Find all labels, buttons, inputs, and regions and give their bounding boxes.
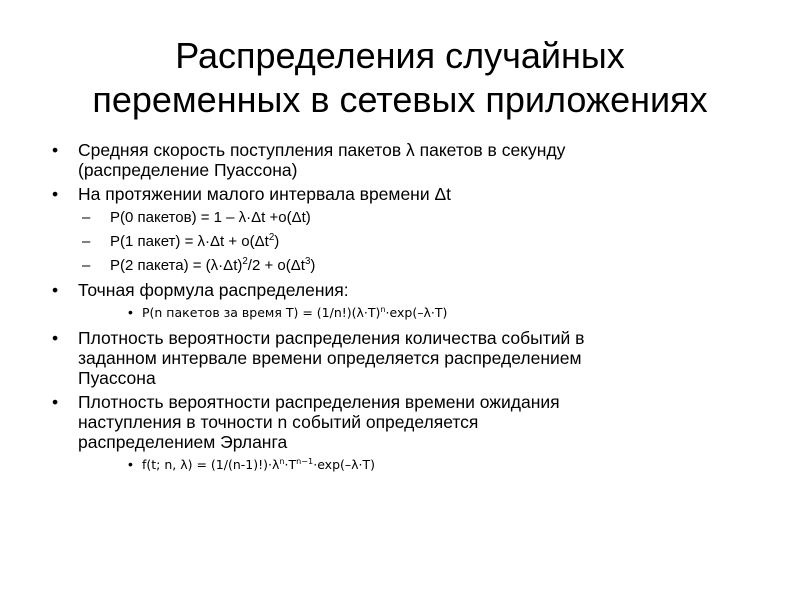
bullet-text-line: наступления в точности n событий определяется [78,412,479,432]
bullet-text-line: Плотность вероятности распределения количества событий в [78,328,585,348]
dash-marker: – [82,233,91,250]
slide-title [20,34,780,122]
bullet-text-line: распределением Эрланга [78,432,288,452]
bullet-marker: • [52,328,59,348]
dash-marker: – [82,257,91,274]
bullet-text-line: Средняя скорость поступления пакетов λ пакетов в секунду [78,140,566,160]
formula-erlang-exponent: n−1 [296,455,314,466]
dash-marker: – [82,209,91,226]
bullet-marker: • [52,392,59,412]
bullet-marker: • [52,184,59,204]
formula-p1-close: ) [274,233,280,250]
bullet-small-interval [48,184,748,204]
formula-poisson-tail: ·exp(–λ·T) [385,305,448,320]
formula-erlang-middle: ·T [284,457,297,472]
formula-p2-text: P(2 пакета) = (λ·Δt) [110,257,243,274]
formula-p2-exponent: 3 [304,256,311,267]
bullet-marker: • [52,140,59,160]
sub-item-p2 [48,256,748,276]
formula-erlang-exponent: n [279,455,285,466]
formula-poisson-exponent: n [380,303,386,314]
title-line-2: переменных в сетевых приложениях [92,79,708,120]
formula-p1-text: P(1 пакет) = λ·Δt + o(Δt [110,233,269,250]
bullet-exact-formula [48,280,748,300]
formula-poisson-text: P(n пакетов за время T) = (1/n!)(λ·T) [142,305,381,320]
formula-erlang-tail: ·exp(–λ·T) [313,457,376,472]
formula-p0: P(0 пакетов) = 1 – λ·Δt +o(Δt) [110,209,311,226]
bullet-marker: • [52,280,59,300]
dot-marker: • [128,304,133,320]
bullet-packet-rate [48,140,748,180]
sub-item-p1 [48,232,748,252]
formula-erlang [48,456,748,474]
title-line-1: Распределения случайных [175,35,625,76]
sub-item-p0 [48,208,748,228]
formula-p2-exponent: 2 [242,256,248,267]
bullet-erlang-density [48,392,748,452]
formula-erlang-text: f(t; n, λ) = (1/(n-1)!)·λ [142,457,280,472]
formula-p2-middle: /2 + o(Δt [247,257,305,274]
dot-marker: • [128,456,133,472]
bullet-text-line: Плотность вероятности распределения времени ожидания [78,392,560,412]
bullet-text-line: Пуассона [78,368,156,388]
bullet-text-line: (распределение Пуассона) [78,160,298,180]
formula-p1-exponent: 2 [268,232,275,243]
slide-body [48,140,748,480]
bullet-poisson-density [48,328,748,388]
bullet-text-line: На протяжении малого интервала времени Δt [78,184,452,204]
formula-poisson [48,304,748,322]
bullet-text-line: заданном интервале времени определяется распределением [78,348,582,368]
formula-p2-close: ) [310,257,316,274]
bullet-text-line: Точная формула распределения: [78,280,349,300]
